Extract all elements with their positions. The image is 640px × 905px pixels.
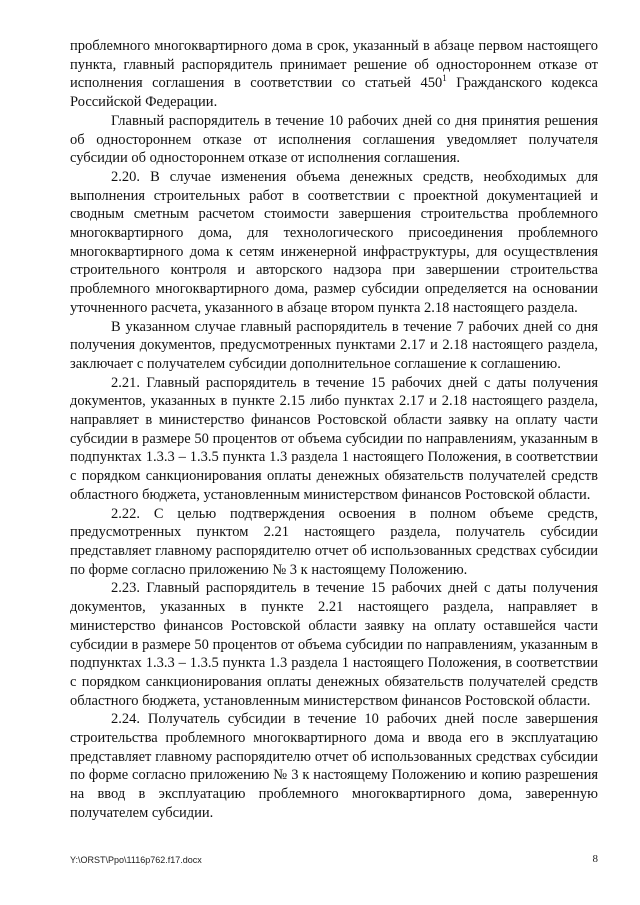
paragraph-text: проблемного многоквартирного дома в срок, указанный в абзаце первом настоящего пункта, главный распорядитель принимает решение об одностороннем отказе от исполнения соглашения в соответствии со статьей 450: [70, 38, 598, 92]
paragraph-2-24: 2.24. Получатель субсидии в течение 10 рабочих дней после завершения строительства проблемного многоквартирного дома и ввода его в эксплуатацию представляет главному распорядителю отчет об использованных средствах субсидии по форме согласно приложению № 3 к настоящему Положению и копию разрешения на ввод в эксплуатацию проблемного многоквартирного дома, заверенную получателем субсидии.: [70, 711, 598, 821]
footer-file-path: Y:\ORST\Ppo\1116p762.f17.docx: [70, 855, 202, 865]
paragraph-text-tail: Гражданского кодекса Российской Федерации.: [70, 75, 598, 111]
paragraph-additional-agreement: В указанном случае главный распорядитель в течение 7 рабочих дней со дня получения документов, предусмотренных пунктами 2.17 и 2.18 настоящего раздела, заключает с получателем субсидии дополнительное соглашение к соглашению.: [70, 318, 598, 372]
paragraph-2-22: 2.22. С целью подтверждения освоения в полном объеме средств, предусмотренных пунктом 2.21 настоящего раздела, получатель субсидии представляет главному распорядителю отчет об использованных средствах субсидии по форме согласно приложению № 3 к настоящему Положению.: [70, 505, 598, 578]
page-number: 8: [592, 853, 598, 865]
paragraph-2-20: 2.20. В случае изменения объема денежных средств, необходимых для выполнения строительных работ в соответствии с проектной документацией и сводным сметным расчетом стоимости завершения строительства проблемного многоквартирного дома, для технологического присоединения проблемного многоквартирного дома к сетям инженерной инфраструктуры, для осуществления строительного контроля и авторского надзора при завершении строительства проблемного многоквартирного дома, размер субсидии определяется на основании уточненного расчета, указанного в абзаце втором пункта 2.18 настоящего раздела.: [70, 168, 598, 316]
paragraph-2-23: 2.23. Главный распорядитель в течение 15 рабочих дней с даты получения документов, указанных в пункте 2.21 настоящего раздела, направляет в министерство финансов Ростовской области заявку на оплату оставшейся части субсидии в размере 50 процентов от объема субсидии по направлениям, указанным в подпунктах 1.3.3 – 1.3.5 пункта 1.3 раздела 1 настоящего Положения, в соответствии с порядком санкционирования оплаты денежных обязательств получателей средств областного бюджета, установленным министерством финансов Ростовской области.: [70, 580, 598, 709]
paragraph-notification: Главный распорядитель в течение 10 рабочих дней со дня принятия решения об одностороннем отказе от исполнения соглашения уведомляет получателя субсидии об одностороннем отказе от исполнения соглашения.: [70, 112, 598, 167]
document-body: [70, 37, 598, 823]
article-superscript: 1: [442, 73, 447, 84]
paragraph-continuation: [70, 37, 598, 112]
paragraph-2-21: 2.21. Главный распорядитель в течение 15 рабочих дней с даты получения документов, указанных в пункте 2.15 либо пунктах 2.17 и 2.18 настоящего раздела, направляет в министерство финансов Ростовской области заявку на оплату части субсидии в размере 50 процентов от объема субсидии по направлениям, указанным в подпунктах 1.3.3 – 1.3.5 пункта 1.3 раздела 1 настоящего Положения, в соответствии с порядком санкционирования оплаты денежных обязательств получателей средств областного бюджета, установленным министерством финансов Ростовской области.: [70, 374, 598, 503]
